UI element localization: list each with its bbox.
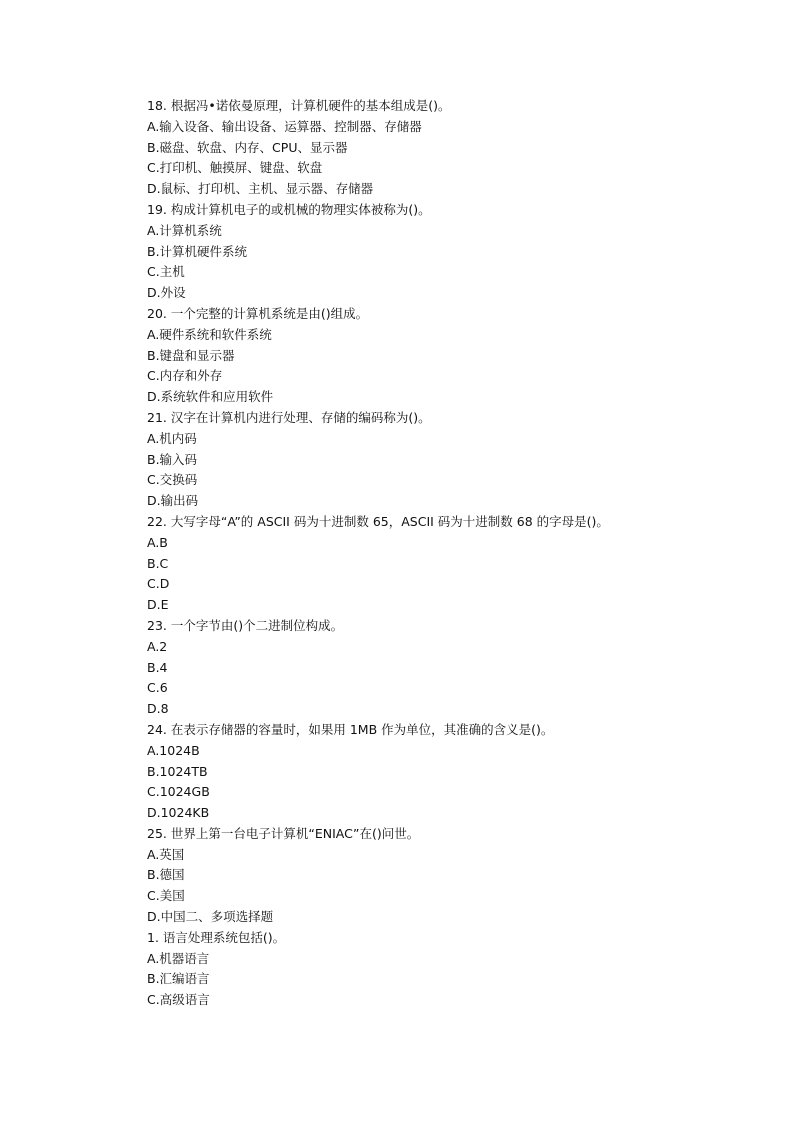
option-a: A.英国 (147, 846, 185, 862)
option-a: A.1024B (147, 742, 200, 758)
question-22: 22. 大写字母“A”的 ASCII 码为十进制数 65，ASCII 码为十进制数 68 的字母是()。 (147, 513, 609, 529)
option-d: D.外设 (147, 285, 186, 301)
option-a: A.2 (147, 638, 168, 654)
question-19: 19. 构成计算机电子的或机械的物理实体被称为()。 (147, 201, 431, 217)
option-c: C.D (147, 576, 170, 592)
option-c: C.交换码 (147, 472, 198, 488)
option-b: B.C (147, 555, 169, 571)
question-24: 24. 在表示存储器的容量时，如果用 1MB 作为单位，其准确的含义是()。 (147, 721, 554, 737)
question-20: 20. 一个完整的计算机系统是由()组成。 (147, 305, 369, 321)
option-c: C.内存和外存 (147, 368, 223, 384)
option-b: B.汇编语言 (147, 971, 210, 987)
option-a: A.B (147, 534, 168, 550)
question-23: 23. 一个字节由()个二进制位构成。 (147, 617, 344, 633)
option-b: B.1024TB (147, 763, 208, 779)
question-18: 18. 根据冯•诺依曼原理，计算机硬件的基本组成是()。 (147, 98, 451, 113)
question-25: 25. 世界上第一台电子计算机“ENIAC”在()问世。 (147, 825, 420, 841)
option-b: B.4 (147, 659, 168, 675)
option-d: D.系统软件和应用软件 (147, 389, 274, 405)
option-a: A.硬件系统和软件系统 (147, 326, 272, 342)
option-b: B.德国 (147, 867, 185, 883)
option-b: B.磁盘、软盘、内存、CPU、显示器 (147, 139, 348, 155)
option-d: D.E (147, 597, 169, 613)
option-b: B.键盘和显示器 (147, 347, 235, 363)
option-c: C.6 (147, 680, 168, 696)
question-21: 21. 汉字在计算机内进行处理、存储的编码称为()。 (147, 409, 431, 425)
option-d-and-section-heading: D.中国二、多项选择题 (147, 909, 274, 925)
option-a: A.输入设备、输出设备、运算器、控制器、存储器 (147, 118, 422, 134)
option-b: B.输入码 (147, 451, 198, 467)
option-a: A.机器语言 (147, 950, 210, 966)
document-page (147, 96, 747, 1011)
option-c: C.打印机、触摸屏、键盘、软盘 (147, 160, 323, 176)
multi-question-1: 1. 语言处理系统包括()。 (147, 929, 286, 945)
option-c: C.1024GB (147, 784, 210, 800)
option-c: C.主机 (147, 264, 185, 280)
option-a: A.机内码 (147, 430, 197, 446)
option-a: A.计算机系统 (147, 222, 222, 238)
option-d: D.输出码 (147, 493, 199, 509)
option-d: D.鼠标、打印机、主机、显示器、存储器 (147, 181, 374, 197)
option-c: C.美国 (147, 888, 185, 904)
option-b: B.计算机硬件系统 (147, 243, 248, 259)
option-d: D.1024KB (147, 805, 210, 821)
option-c: C.高级语言 (147, 992, 210, 1008)
option-d: D.8 (147, 701, 169, 717)
